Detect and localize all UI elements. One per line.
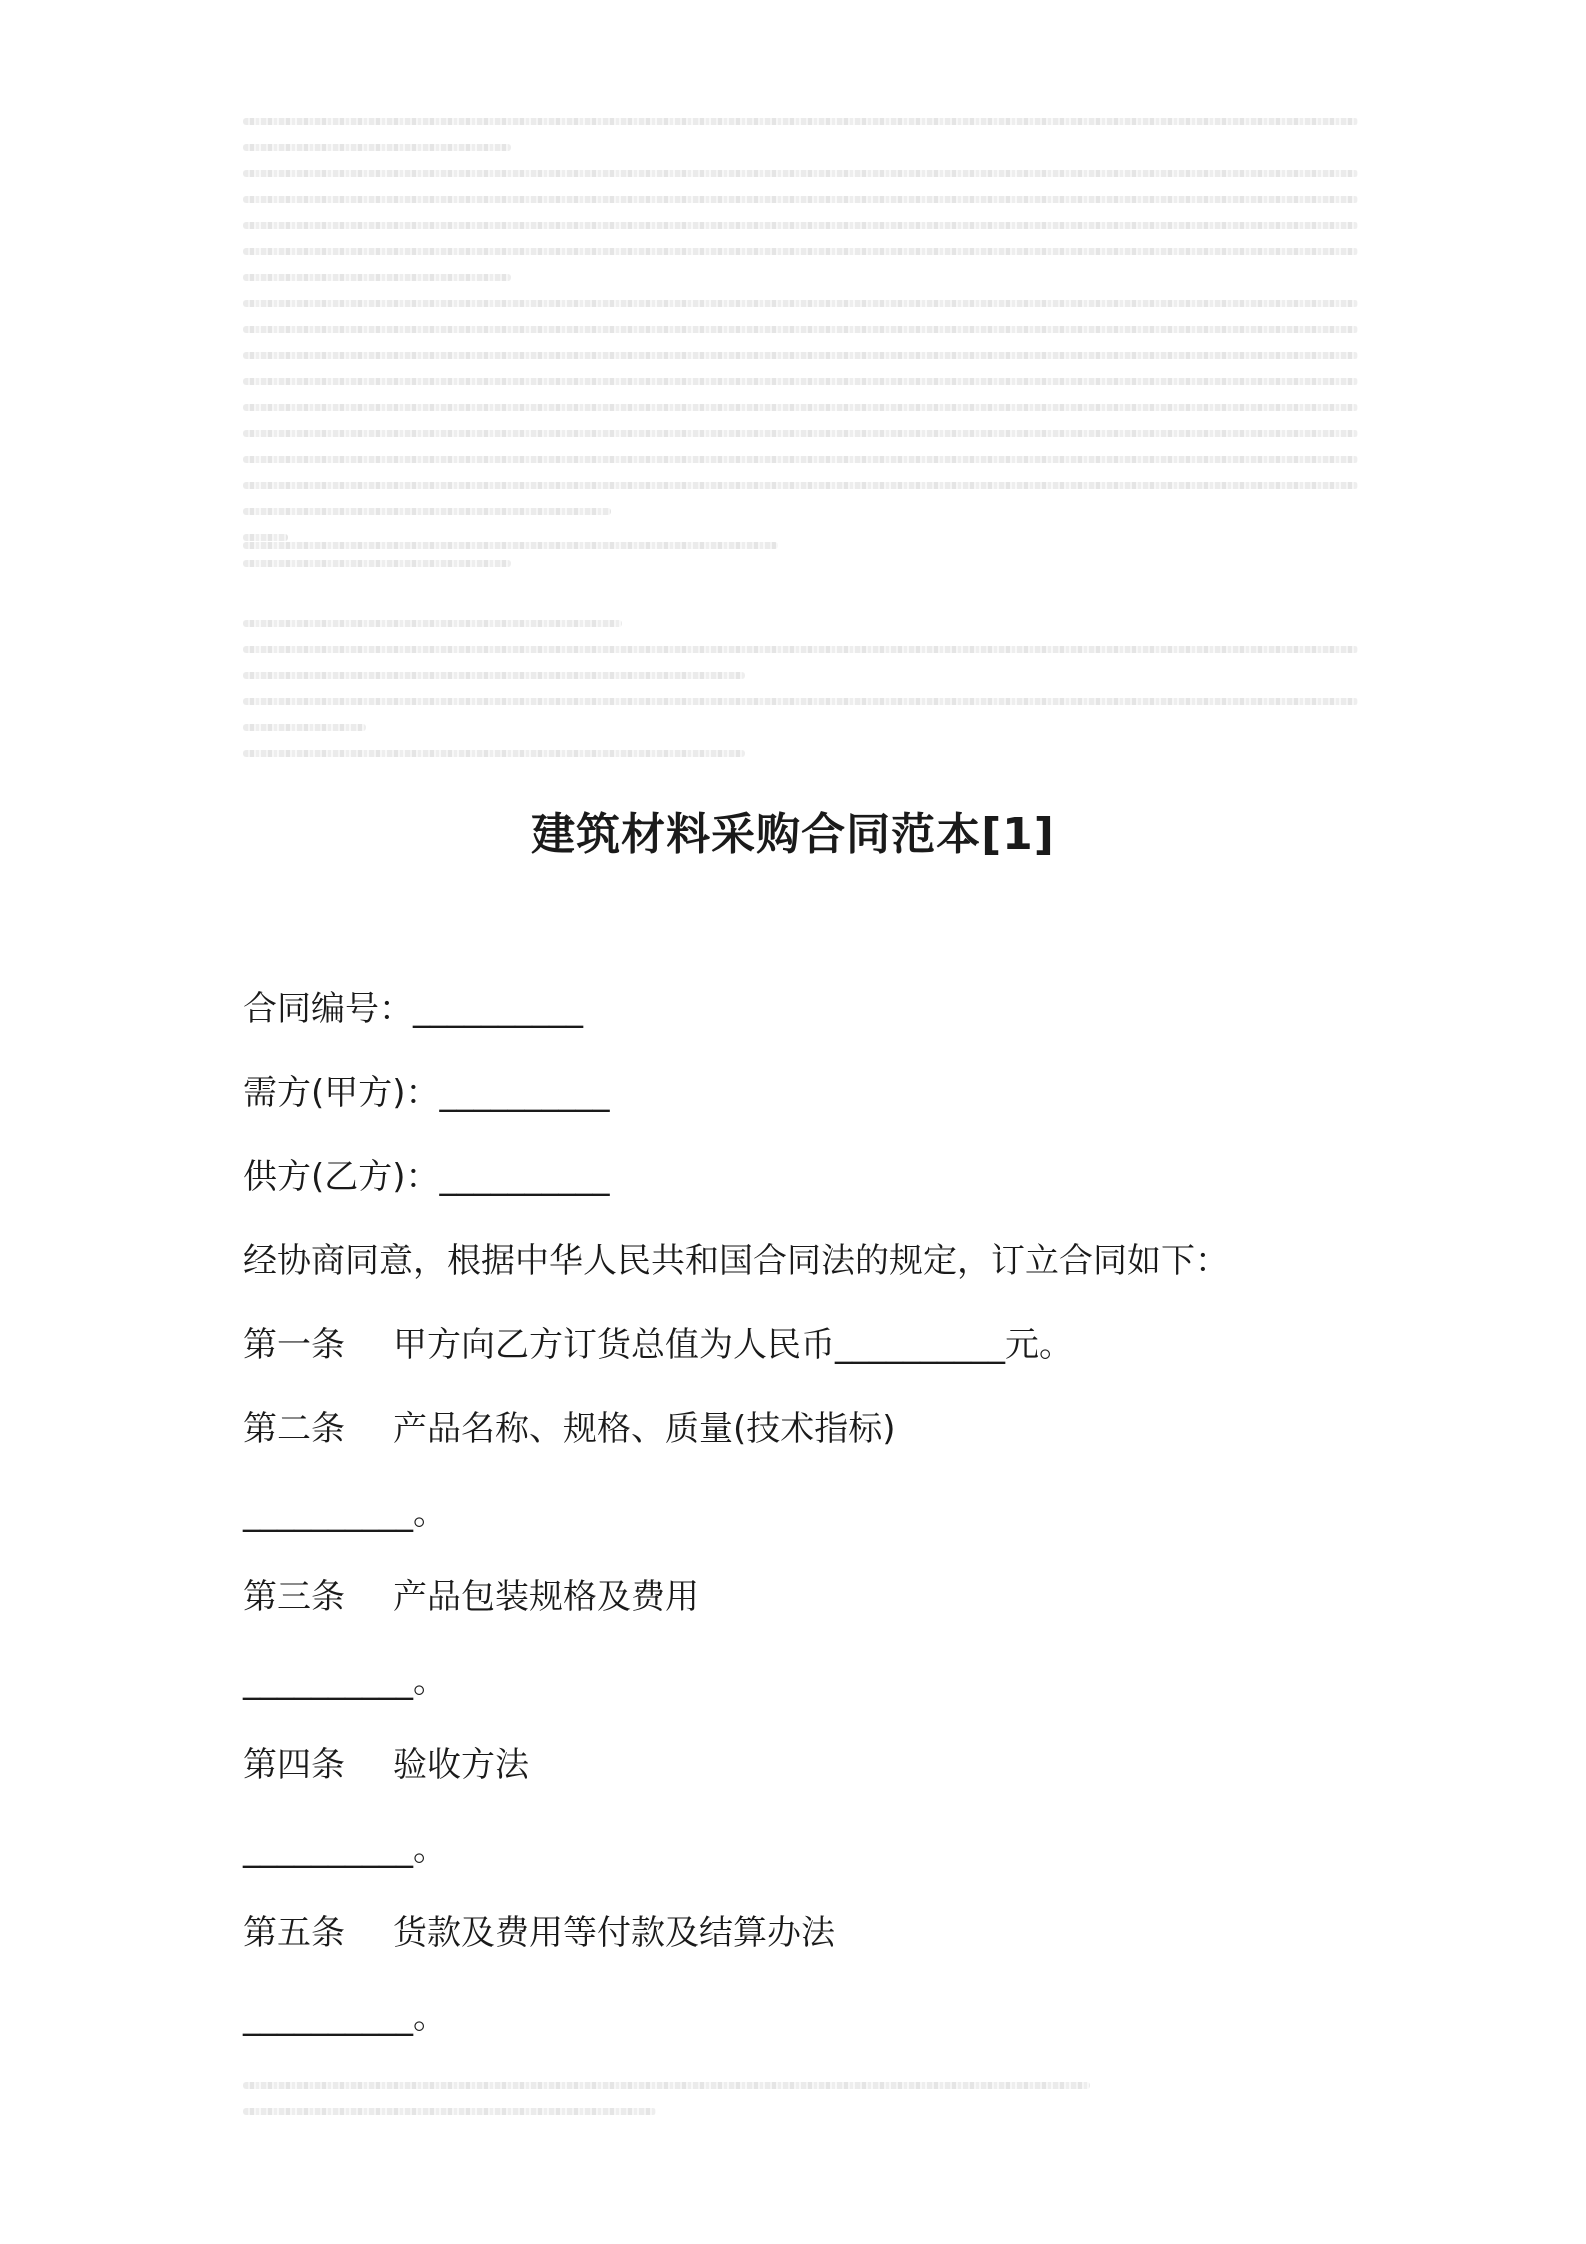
field-blank: __________ — [439, 1157, 610, 1197]
clause-number: 第一条 — [243, 1325, 345, 1365]
faint-line — [243, 542, 778, 549]
contract-number-field — [243, 988, 1358, 1030]
clause-text: 产品包装规格及费用 — [393, 1577, 699, 1617]
buyer-field — [243, 1072, 1358, 1114]
faint-line — [243, 170, 1358, 177]
clause-4-blank: __________。 — [243, 1829, 447, 1869]
clause-number: 第三条 — [243, 1577, 345, 1617]
clause-text: 甲方向乙方订货总值为人民币__________元。 — [393, 1325, 1073, 1365]
faint-line — [243, 750, 745, 757]
faint-text-block-middle — [243, 620, 1358, 776]
faint-line — [243, 274, 511, 281]
faint-line — [243, 508, 611, 515]
faint-line — [243, 248, 1358, 255]
clause-number: 第二条 — [243, 1409, 345, 1449]
faint-line — [243, 646, 1358, 653]
faint-line — [243, 698, 1358, 705]
faint-line — [243, 430, 1358, 437]
clause-text: 验收方法 — [393, 1745, 529, 1785]
faint-line — [243, 300, 1358, 307]
faint-line — [243, 222, 1358, 229]
clause-5-blank: __________。 — [243, 1997, 447, 2037]
faint-line — [243, 378, 1358, 385]
contract-body — [243, 988, 1358, 2038]
field-blank: __________ — [413, 989, 583, 1029]
clause-number: 第五条 — [243, 1913, 345, 1953]
faint-line — [243, 672, 745, 679]
supplier-field — [243, 1156, 1358, 1198]
faint-line — [243, 404, 1358, 411]
faint-line — [243, 482, 1358, 489]
field-label: 需方(甲方)： — [243, 1073, 440, 1113]
faint-line — [243, 144, 511, 151]
faint-text-block-top — [243, 118, 1358, 586]
faint-line — [243, 2082, 1090, 2089]
field-blank: __________ — [439, 1073, 610, 1113]
clause-4 — [243, 1744, 1358, 1786]
faint-line — [243, 326, 1358, 333]
intro-paragraph: 经协商同意，根据中华人民共和国合同法的规定，订立合同如下： — [243, 1241, 1229, 1281]
faint-text-line-single — [243, 542, 1358, 568]
field-label: 合同编号： — [243, 989, 413, 1029]
clause-1 — [243, 1324, 1358, 1366]
clause-3 — [243, 1576, 1358, 1618]
faint-line — [243, 724, 366, 731]
clause-3-blank: __________。 — [243, 1661, 447, 1701]
clause-number: 第四条 — [243, 1745, 345, 1785]
field-label: 供方(乙方)： — [243, 1157, 440, 1197]
clause-2-blank: __________。 — [243, 1493, 447, 1533]
faint-line — [243, 196, 1358, 203]
clause-text: 货款及费用等付款及结算办法 — [393, 1913, 835, 1953]
faint-line — [243, 620, 622, 627]
document-title: 建筑材料采购合同范本[1] — [531, 809, 1055, 860]
faint-line — [243, 456, 1358, 463]
faint-line — [243, 118, 1358, 125]
faint-text-block-bottom — [243, 2082, 1358, 2134]
faint-line — [243, 352, 1358, 359]
faint-line — [243, 534, 288, 541]
faint-line — [243, 2108, 656, 2115]
clause-text: 产品名称、规格、质量(技术指标) — [393, 1409, 896, 1449]
clause-5 — [243, 1912, 1358, 1954]
clause-2 — [243, 1408, 1358, 1450]
